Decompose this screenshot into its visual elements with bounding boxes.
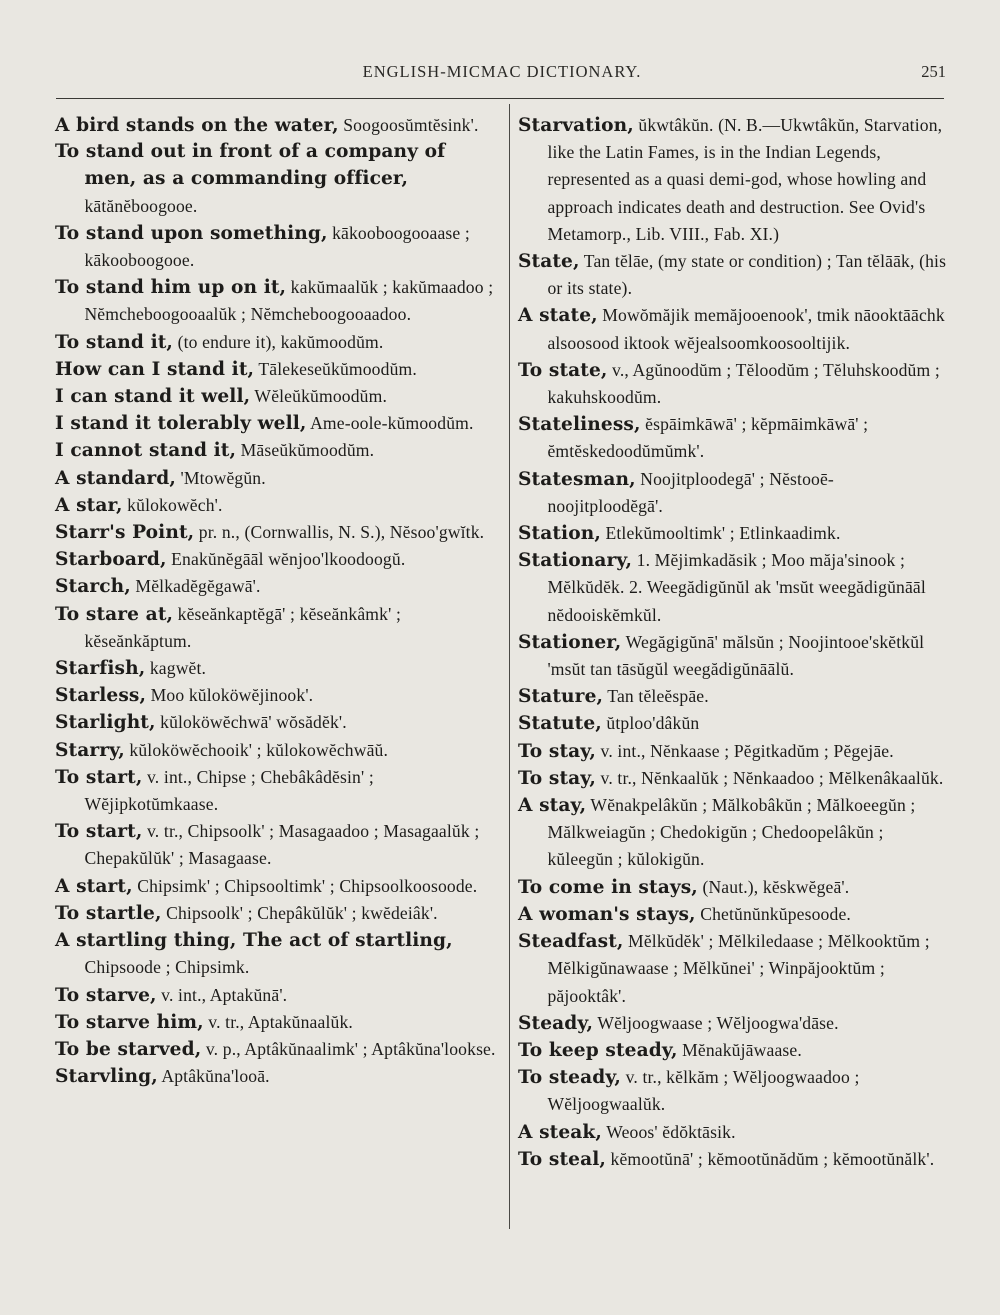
entry-definition: ŭtploo'dâkŭn (601, 713, 700, 734)
entry-definition: kagwĕt. (145, 658, 207, 679)
entry-headword: Starvation, (518, 115, 634, 136)
dictionary-entry (55, 818, 501, 872)
entry-definition: Mĕlkŭdĕk' ; Mĕlkiledaase ; Mĕlkooktŭm ; Mĕlkigŭnawaase ; Mĕlkŭnei' ; Winpăjooktŭm ; păjooktâk'. (547, 931, 930, 1006)
dictionary-entry (55, 573, 501, 600)
entry-headword: Starlight, (55, 712, 156, 734)
entry-headword: Stateliness, (518, 414, 641, 436)
entry-definition: v. p., Aptâkŭnaalimk' ; Aptâkŭna'lookse. (201, 1038, 496, 1059)
dictionary-entry (55, 465, 501, 492)
entry-definition: v. int., Nĕnkaase ; Pĕgitkadŭm ; Pĕgejāe. (595, 740, 894, 761)
dictionary-entry (518, 248, 948, 302)
dictionary-entry (518, 1146, 948, 1173)
dictionary-entry (55, 1009, 501, 1036)
entry-definition: kŭloköwĕchwā' wŏsădĕk'. (155, 712, 347, 733)
entry-headword: To start, (55, 821, 143, 843)
entry-headword: Stationary, (518, 550, 633, 572)
dictionary-entry (55, 112, 501, 139)
entry-headword: To come in stays, (518, 876, 698, 898)
entry-headword: To start, (55, 766, 143, 788)
dictionary-entry (55, 519, 501, 546)
column-divider (509, 104, 510, 1229)
entry-definition: Wĕljoogwaase ; Wĕljoogwa'dāse. (593, 1012, 839, 1033)
entry-definition: Tālekeseŭkŭmoodŭm. (254, 358, 417, 379)
dictionary-entry (518, 1010, 948, 1037)
entry-headword: To steady, (518, 1067, 622, 1089)
dictionary-entry (518, 683, 948, 710)
entry-definition: 'Mtowĕgŭn. (175, 467, 266, 488)
entry-headword: To startle, (55, 902, 162, 924)
entry-definition: kŭloköwĕchooik' ; kŭlokowĕchwāŭ. (124, 739, 389, 760)
entry-definition: Soogoosŭmtĕsink'. (338, 115, 479, 135)
entry-headword: Starboard, (55, 549, 167, 571)
entry-headword: Starless, (55, 685, 147, 707)
entry-definition: kākooboogooaase ; kākooboogooe. (84, 222, 470, 271)
entry-definition: Moo kŭloköwĕjinook'. (146, 685, 314, 706)
entry-headword: Starch, (55, 576, 131, 598)
dictionary-entry (518, 901, 948, 928)
dictionary-entry (55, 356, 501, 383)
entry-definition: v. tr., kĕlkăm ; Wĕljoogwaadoo ; Wĕljoogwaalŭk. (547, 1067, 860, 1115)
entry-definition: Tan tĕleĕspāe. (603, 686, 709, 707)
entry-definition: kŭlokowĕch'. (122, 494, 223, 515)
dictionary-entry (518, 302, 948, 356)
dictionary-entry (55, 329, 501, 356)
dictionary-entry (518, 520, 948, 547)
entry-headword: Starvling, (55, 1066, 158, 1088)
dictionary-entry (518, 411, 948, 465)
dictionary-entry (518, 710, 948, 737)
entry-definition: Chipsoolk' ; Chepâkŭlŭk' ; kwĕdeiâk'. (161, 902, 438, 923)
entry-definition: Enakŭnĕgāāl wĕnjoo'lkoodoogŭ. (166, 549, 406, 570)
entry-headword: Starry, (55, 739, 125, 761)
entry-definition: v. tr., Nĕnkaalŭk ; Nĕnkaadoo ; Mĕlkenâkaalŭk. (595, 767, 944, 788)
entry-definition: kakŭmaalŭk ; kakŭmaadoo ; Nĕmcheboogooaalŭk ; Nĕmcheboogooaadoo. (84, 277, 494, 325)
entry-definition: ĕspāimkāwā' ; kĕpmāimkāwā' ; ĕmtĕskedoodŭmŭmk'. (547, 414, 869, 462)
dictionary-entry (55, 139, 501, 220)
entry-headword: A start, (55, 875, 133, 897)
dictionary-entry (55, 900, 501, 927)
entry-definition: Wegăgigŭnā' mălsŭn ; Noojintooe'skĕtkŭl 'msŭt tan tāsŭgŭl weegădigŭnāālŭ. (547, 631, 925, 680)
dictionary-entry (55, 274, 501, 328)
entry-headword: A bird stands on the water, (55, 115, 339, 136)
entry-headword: To keep steady, (518, 1039, 678, 1061)
entry-headword: To stand upon something, (55, 222, 328, 244)
entry-headword: To starve him, (55, 1011, 204, 1033)
entry-definition: Ame-oole-kŭmoodŭm. (306, 413, 474, 434)
entry-headword: A state, (518, 305, 598, 327)
entry-headword: A star, (55, 494, 123, 516)
dictionary-entry (518, 629, 948, 683)
entry-definition: Noojitploodegā' ; Nĕstooē-noojitploodĕgā'. (547, 468, 834, 516)
dictionary-entry (55, 601, 501, 655)
dictionary-entry (518, 928, 948, 1010)
dictionary-entry (518, 874, 948, 901)
dictionary-entry (518, 547, 948, 629)
entry-definition: ŭkwtâkŭn. (N. B.—Ukwtâkŭn, Starvation, like the Latin Fames, is in the Indian Legends, represented as a quasi demi-god, whose howling and approach indicates death and destruction. See Ovid's Metamorp., Lib. VIII., Fab. XI.) (547, 115, 943, 244)
entry-headword: To stand him up on it, (55, 277, 287, 299)
entry-headword: State, (518, 251, 580, 273)
entry-definition: Chipsimk' ; Chipsooltimk' ; Chipsoolkoosoode. (132, 875, 478, 896)
entry-definition: kĕmootŭnā' ; kĕmootŭnădŭm ; kĕmootŭnălk'. (605, 1148, 935, 1169)
entry-headword: How can I stand it, (55, 358, 255, 380)
page-number: 251 (921, 62, 946, 81)
dictionary-entry (518, 738, 948, 765)
left-column (55, 112, 501, 1090)
entry-definition: Wĕleŭkŭmoodŭm. (250, 386, 387, 407)
entry-definition: v., Agŭnoodŭm ; Tĕloodŭm ; Tĕluhskoodŭm ; kakuhskoodŭm. (547, 359, 940, 408)
dictionary-entry (55, 709, 501, 736)
entry-definition: Mowŏmăjik memăjooenook', tmik nāooktāāchk alsoosood iktook wĕjealsoomkoosooltijik. (547, 305, 945, 353)
dictionary-entry (55, 1036, 501, 1063)
entry-definition: Weoos' ĕdŏktāsik. (602, 1121, 736, 1142)
dictionary-entry (55, 383, 501, 410)
entry-definition: (Naut.), kĕskwĕgeā'. (697, 876, 850, 897)
entry-definition: v. tr., Aptakŭnaalŭk. (203, 1011, 353, 1032)
dictionary-entry (518, 792, 948, 874)
entry-definition: Wĕnakpelâkŭn ; Mălkobâkŭn ; Mălkoeegŭn ; Mălkweiagŭn ; Chedokigŭn ; Chedoopelâkŭn ; kŭleegŭn ; kŭlokigŭn. (547, 795, 916, 870)
entry-headword: Stature, (518, 686, 604, 708)
entry-headword: Station, (518, 523, 601, 545)
dictionary-entry (55, 682, 501, 709)
dictionary-entry (518, 466, 948, 520)
dictionary-entry (55, 764, 501, 818)
entry-headword: To stand out in front of a company of men, as a commanding officer, (55, 141, 446, 190)
right-column (518, 112, 948, 1173)
entry-definition: 1. Mĕjimkadăsik ; Moo măja'sinook ; Mĕlkŭdĕk. 2. Weegădigŭnŭl ak 'msŭt weegădigŭnāāl nĕdooiskĕmkŭl. (547, 550, 926, 625)
dictionary-entry (55, 492, 501, 519)
entry-definition: kĕseănkaptĕgā' ; kĕseănkâmk' ; kĕseănkăptum. (84, 603, 401, 651)
dictionary-entry (518, 765, 948, 792)
dictionary-entry (55, 220, 501, 274)
entry-definition: kātănĕboogooe. (84, 195, 198, 216)
entry-headword: To stay, (518, 767, 596, 789)
entry-headword: I can stand it well, (55, 386, 251, 408)
entry-headword: A steak, (518, 1121, 602, 1143)
dictionary-entry (55, 737, 501, 764)
dictionary-entry (55, 982, 501, 1009)
entry-headword: Statute, (518, 713, 602, 735)
dictionary-entry (55, 927, 501, 981)
entry-definition: v. int., Aptakŭnā'. (156, 984, 288, 1005)
dictionary-entry (518, 112, 948, 248)
header-rule (56, 98, 944, 99)
entry-headword: Starfish, (55, 658, 146, 680)
entry-headword: To state, (518, 359, 608, 381)
running-title: ENGLISH-MICMAC DICTIONARY. (362, 62, 642, 81)
entry-headword: Statesman, (518, 468, 636, 490)
entry-headword: To steal, (518, 1148, 606, 1170)
entry-definition: (to endure it), kakŭmoodŭm. (173, 331, 384, 352)
dictionary-entry (518, 1037, 948, 1064)
dictionary-entry (55, 873, 501, 900)
entry-definition: Māseŭkŭmoodŭm. (236, 440, 375, 461)
entry-definition: Aptâkŭna'looā. (157, 1066, 270, 1087)
dictionary-entry (518, 357, 948, 411)
entry-headword: To be starved, (55, 1038, 202, 1060)
entry-headword: A woman's stays, (518, 903, 696, 925)
running-head (56, 60, 948, 88)
entry-definition: Tan tĕlāe, (my state or condition) ; Tan tĕlāāk, (his or its state). (547, 251, 947, 299)
entry-headword: To stare at, (55, 603, 174, 625)
entry-definition: Mĕlkadĕgĕgawā'. (130, 576, 261, 597)
entry-headword: A startling thing, The act of startling, (55, 930, 453, 952)
entry-definition: Chetŭnŭnkŭpesoode. (695, 903, 851, 924)
dictionary-entry (55, 410, 501, 437)
entry-headword: I stand it tolerably well, (55, 413, 307, 435)
entry-definition: v. int., Chipse ; Chebâkâdĕsin' ; Wĕjipkotŭmkaase. (84, 766, 374, 815)
entry-headword: Starr's Point, (55, 522, 195, 544)
entry-definition: v. tr., Chipsoolk' ; Masagaadoo ; Masagaalŭk ; Chepakŭlŭk' ; Masagaase. (84, 821, 480, 869)
entry-definition: pr. n., (Cornwallis, N. S.), Nĕsoo'gwĭtk. (194, 522, 485, 543)
dictionary-entry (55, 655, 501, 682)
dictionary-entry (55, 437, 501, 464)
entry-headword: Steadfast, (518, 931, 624, 953)
entry-headword: A stay, (518, 795, 587, 817)
entry-headword: Stationer, (518, 631, 622, 653)
entry-headword: To stay, (518, 740, 596, 762)
entry-headword: Steady, (518, 1012, 594, 1034)
entry-definition: Etlekŭmooltimk' ; Etlinkaadimk. (600, 523, 841, 544)
dictionary-entry (55, 1063, 501, 1090)
dictionary-entry (518, 1064, 948, 1118)
dictionary-entry (518, 1119, 948, 1146)
entry-headword: To stand it, (55, 331, 174, 353)
entry-headword: To starve, (55, 984, 157, 1006)
entry-definition: Chipsoode ; Chipsimk. (84, 957, 250, 978)
entry-headword: I cannot stand it, (55, 440, 237, 462)
entry-headword: A standard, (55, 467, 176, 489)
dictionary-entry (55, 546, 501, 573)
entry-definition: Mĕnakŭjāwaase. (677, 1039, 802, 1060)
